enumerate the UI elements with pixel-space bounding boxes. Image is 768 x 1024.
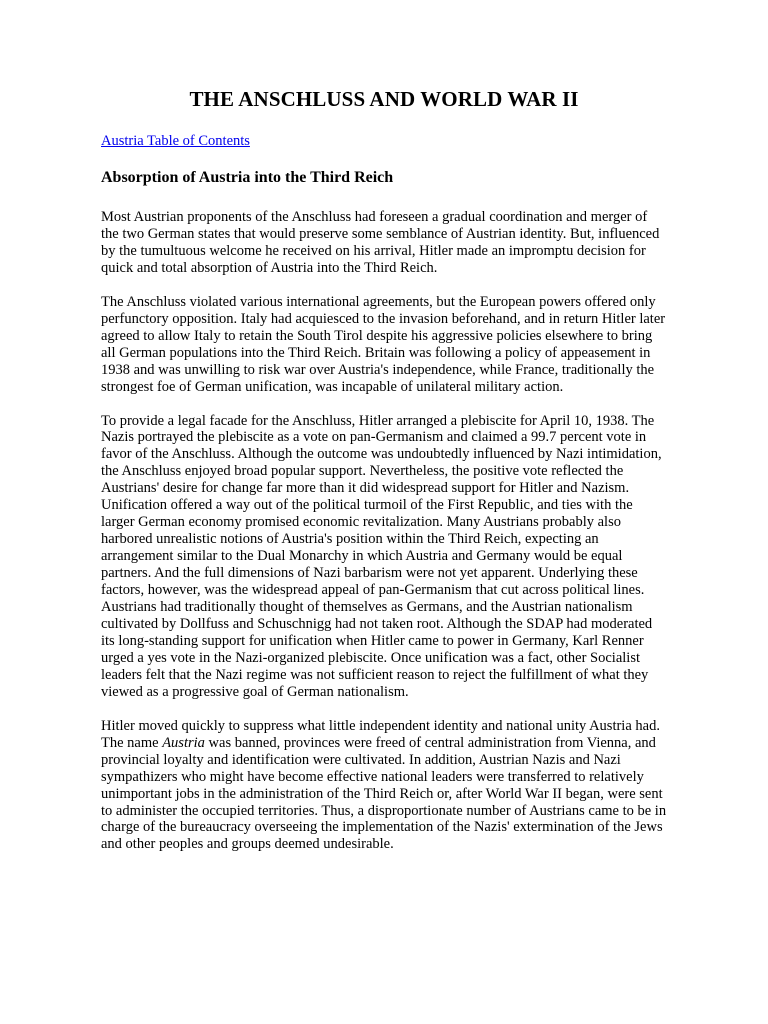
paragraph-3: To provide a legal facade for the Anschluss, Hitler arranged a plebiscite for April 10, 1938. The Nazis portrayed the plebiscite as a vote on pan-Germanism and claimed a 99.7 percent vote in favor of the Anschluss. Although the outcome was undoubtedly influenced by Nazi intimidation, the Anschluss enjoyed broad popular support. Nevertheless, the positive vote reflected the Austrians' desire for change far more than it did widespread support for Hitler and Nazism. Unification offered a way out of the political turmoil of the First Republic, and ties with the larger German economy promised economic revitalization. Many Austrians probably also harbored unrealistic notions of Austria's position within the Third Reich, expecting an arrangement similar to the Dual Monarchy in which Austria and Germany would be equal partners. And the full dimensions of Nazi barbarism were not yet apparent. Underlying these factors, however, was the widespread appeal of pan-Germanism that cut across political lines. Austrians had traditionally thought of themselves as Germans, and the Austrian nationalism cultivated by Dollfuss and Schuschnigg had not taken root. Although the SDAP had moderated its long-standing support for unification when Hitler came to power in Germany, Karl Renner urged a yes vote in the Nazi-organized plebiscite. Once unification was a fact, other Socialist leaders felt that the Nazi regime was not sufficient reason to reject the fulfillment of what they viewed as a progressive goal of German nationalism. (101, 412, 662, 700)
austria-italic: Austria (162, 734, 205, 751)
paragraph-4 (101, 718, 667, 854)
paragraph-2: The Anschluss violated various international agreements, but the European powers offered only perfunctory opposition. Italy had acquiesced to the invasion beforehand, and in return Hitler later agreed to allow Italy to retain the South Tirol despite his aggressive policies elsewhere to bring all German populations into the Third Reich. Britain was following a policy of appeasement in 1938 and was unwilling to risk war over Austria's independence, while France, traditionally the strongest foe of German unification, was incapable of unilateral military action. (101, 293, 666, 395)
page-title: THE ANSCHLUSS AND WORLD WAR II (189, 87, 579, 111)
toc-link[interactable]: Austria Table of Contents (101, 133, 250, 149)
toc-link-row (101, 112, 667, 150)
paragraph-4-part-1: Hitler moved quickly to suppress what little independent identity and national unity Austria had. The name (101, 717, 660, 751)
paragraph-1: Most Austrian proponents of the Anschluss had foreseen a gradual coordination and merger of the two German states that would preserve some semblance of Austrian identity. But, influenced by the tumultuous welcome he received on his arrival, Hitler made an impromptu decision for quick and total absorption of Austria into the Third Reich. (101, 209, 660, 276)
section-heading: Absorption of Austria into the Third Reich (101, 169, 394, 186)
paragraph-4-part-2: was banned, provinces were freed of central administration from Vienna, and provincial loyalty and identification were cultivated. In addition, Austrian Nazis and Nazi sympathizers who might have become effective national leaders were transferred to relatively unimportant jobs in the administration of the Third Reich or, after World War II began, were sent to administer the occupied territories. Thus, a disproportionate number of Austrians came to be in charge of the bureaucracy overseeing the implementation of the Nazis' extermination of the Jews and other peoples and groups deemed undesirable. (101, 734, 667, 853)
